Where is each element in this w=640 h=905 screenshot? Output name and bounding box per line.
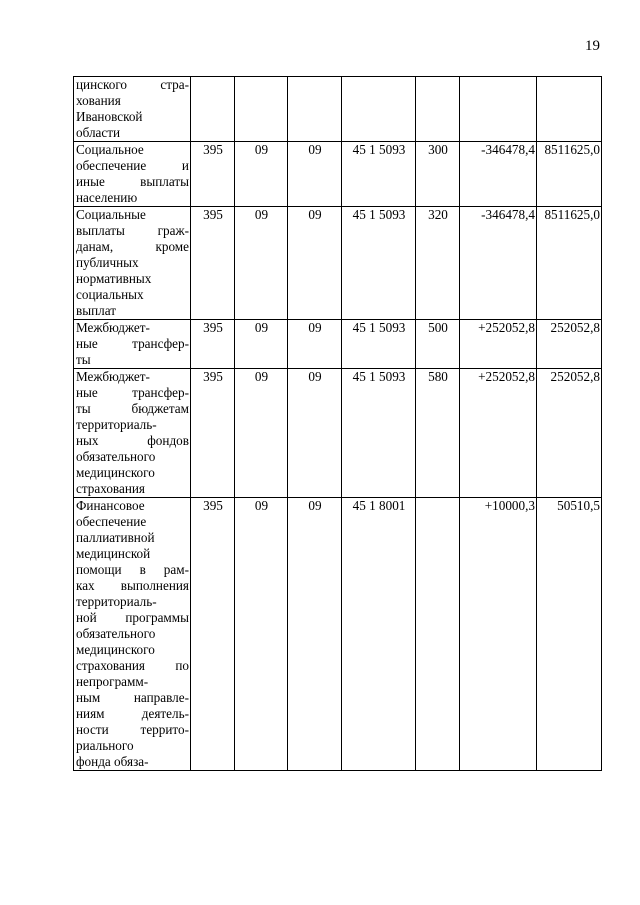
item-name-line: цинского стра- bbox=[76, 77, 189, 92]
item-name-line: ты bbox=[76, 352, 91, 367]
item-name-cell bbox=[74, 77, 191, 142]
change-amount-cell: -346478,4 bbox=[460, 207, 537, 320]
item-name-line: обеспечение bbox=[76, 514, 147, 529]
item-name-line: Ивановской bbox=[76, 109, 143, 124]
total-amount-cell: 252052,8 bbox=[537, 320, 602, 369]
item-name-line: выплат bbox=[76, 303, 117, 318]
expense-kind-cell bbox=[416, 77, 460, 142]
item-name-line: иные выплаты bbox=[76, 174, 189, 189]
table-body bbox=[74, 77, 602, 771]
table-row bbox=[74, 142, 602, 207]
subsection-code-cell: 09 bbox=[288, 142, 342, 207]
ministry-code-cell: 395 bbox=[191, 369, 235, 498]
table-row bbox=[74, 320, 602, 369]
item-name-line: ках выполнения bbox=[76, 578, 189, 593]
item-name-line: Межбюджет- bbox=[76, 320, 150, 335]
item-name-line: обязательного bbox=[76, 449, 156, 464]
item-name-line: Межбюджет- bbox=[76, 369, 150, 384]
ministry-code-cell: 395 bbox=[191, 142, 235, 207]
item-name-line: области bbox=[76, 125, 121, 140]
change-amount-cell bbox=[460, 77, 537, 142]
item-name-line: территориаль- bbox=[76, 417, 157, 432]
expense-kind-cell: 300 bbox=[416, 142, 460, 207]
item-name-line: непрограмм- bbox=[76, 674, 149, 689]
section-code-cell: 09 bbox=[235, 369, 288, 498]
total-amount-cell: 8511625,0 bbox=[537, 207, 602, 320]
item-name-line: ной программы bbox=[76, 610, 189, 625]
target-article-cell bbox=[342, 77, 416, 142]
section-code-cell: 09 bbox=[235, 142, 288, 207]
subsection-code-cell bbox=[288, 77, 342, 142]
ministry-code-cell: 395 bbox=[191, 498, 235, 771]
change-amount-cell: +252052,8 bbox=[460, 320, 537, 369]
target-article-cell: 45 1 5093 bbox=[342, 320, 416, 369]
item-name-cell bbox=[74, 320, 191, 369]
item-name-line: публичных bbox=[76, 255, 139, 270]
item-name-cell bbox=[74, 207, 191, 320]
item-name-line: паллиативной bbox=[76, 530, 155, 545]
ministry-code-cell: 395 bbox=[191, 207, 235, 320]
item-name-line: ные трансфер- bbox=[76, 385, 189, 400]
subsection-code-cell: 09 bbox=[288, 498, 342, 771]
section-code-cell: 09 bbox=[235, 207, 288, 320]
item-name-line: обеспечение и bbox=[76, 158, 189, 173]
table-row bbox=[74, 77, 602, 142]
item-name-line: ным направле- bbox=[76, 690, 189, 705]
item-name-line: фонда обяза- bbox=[76, 754, 149, 769]
item-name-line: ности террито- bbox=[76, 722, 189, 737]
section-code-cell bbox=[235, 77, 288, 142]
item-name-line: страхования по bbox=[76, 658, 189, 673]
item-name-line: нормативных bbox=[76, 271, 152, 286]
table-row bbox=[74, 207, 602, 320]
ministry-code-cell bbox=[191, 77, 235, 142]
page-number: 19 bbox=[585, 38, 600, 54]
item-name-line: ные трансфер- bbox=[76, 336, 189, 351]
item-name-cell bbox=[74, 369, 191, 498]
item-name-line: медицинского bbox=[76, 465, 155, 480]
item-name-line: населению bbox=[76, 190, 138, 205]
table-row bbox=[74, 369, 602, 498]
item-name-cell bbox=[74, 498, 191, 771]
item-name-line: социальных bbox=[76, 287, 144, 302]
total-amount-cell: 50510,5 bbox=[537, 498, 602, 771]
target-article-cell: 45 1 5093 bbox=[342, 369, 416, 498]
item-name-line: медицинской bbox=[76, 546, 151, 561]
item-name-line: хования bbox=[76, 93, 121, 108]
section-code-cell: 09 bbox=[235, 320, 288, 369]
expense-kind-cell bbox=[416, 498, 460, 771]
item-name-line: данам, кроме bbox=[76, 239, 189, 254]
change-amount-cell: +252052,8 bbox=[460, 369, 537, 498]
total-amount-cell: 252052,8 bbox=[537, 369, 602, 498]
item-name-line: помощи в рам- bbox=[76, 562, 189, 577]
budget-table bbox=[73, 76, 602, 771]
expense-kind-cell: 580 bbox=[416, 369, 460, 498]
target-article-cell: 45 1 5093 bbox=[342, 207, 416, 320]
item-name-line: ных фондов bbox=[76, 433, 189, 448]
item-name-line: ты бюджетам bbox=[76, 401, 189, 416]
subsection-code-cell: 09 bbox=[288, 207, 342, 320]
item-name-line: Социальное bbox=[76, 142, 144, 157]
item-name-line: страхования bbox=[76, 481, 145, 496]
item-name-cell bbox=[74, 142, 191, 207]
item-name-line: медицинского bbox=[76, 642, 155, 657]
change-amount-cell: +10000,3 bbox=[460, 498, 537, 771]
total-amount-cell: 8511625,0 bbox=[537, 142, 602, 207]
subsection-code-cell: 09 bbox=[288, 320, 342, 369]
item-name-line: выплаты граж- bbox=[76, 223, 189, 238]
total-amount-cell bbox=[537, 77, 602, 142]
target-article-cell: 45 1 8001 bbox=[342, 498, 416, 771]
item-name-line: территориаль- bbox=[76, 594, 157, 609]
table-row bbox=[74, 498, 602, 771]
item-name-line: риального bbox=[76, 738, 134, 753]
ministry-code-cell: 395 bbox=[191, 320, 235, 369]
item-name-line: Социальные bbox=[76, 207, 146, 222]
change-amount-cell: -346478,4 bbox=[460, 142, 537, 207]
section-code-cell: 09 bbox=[235, 498, 288, 771]
subsection-code-cell: 09 bbox=[288, 369, 342, 498]
item-name-line: Финансовое bbox=[76, 498, 145, 513]
target-article-cell: 45 1 5093 bbox=[342, 142, 416, 207]
item-name-line: ниям деятель- bbox=[76, 706, 189, 721]
expense-kind-cell: 320 bbox=[416, 207, 460, 320]
expense-kind-cell: 500 bbox=[416, 320, 460, 369]
item-name-line: обязательного bbox=[76, 626, 156, 641]
